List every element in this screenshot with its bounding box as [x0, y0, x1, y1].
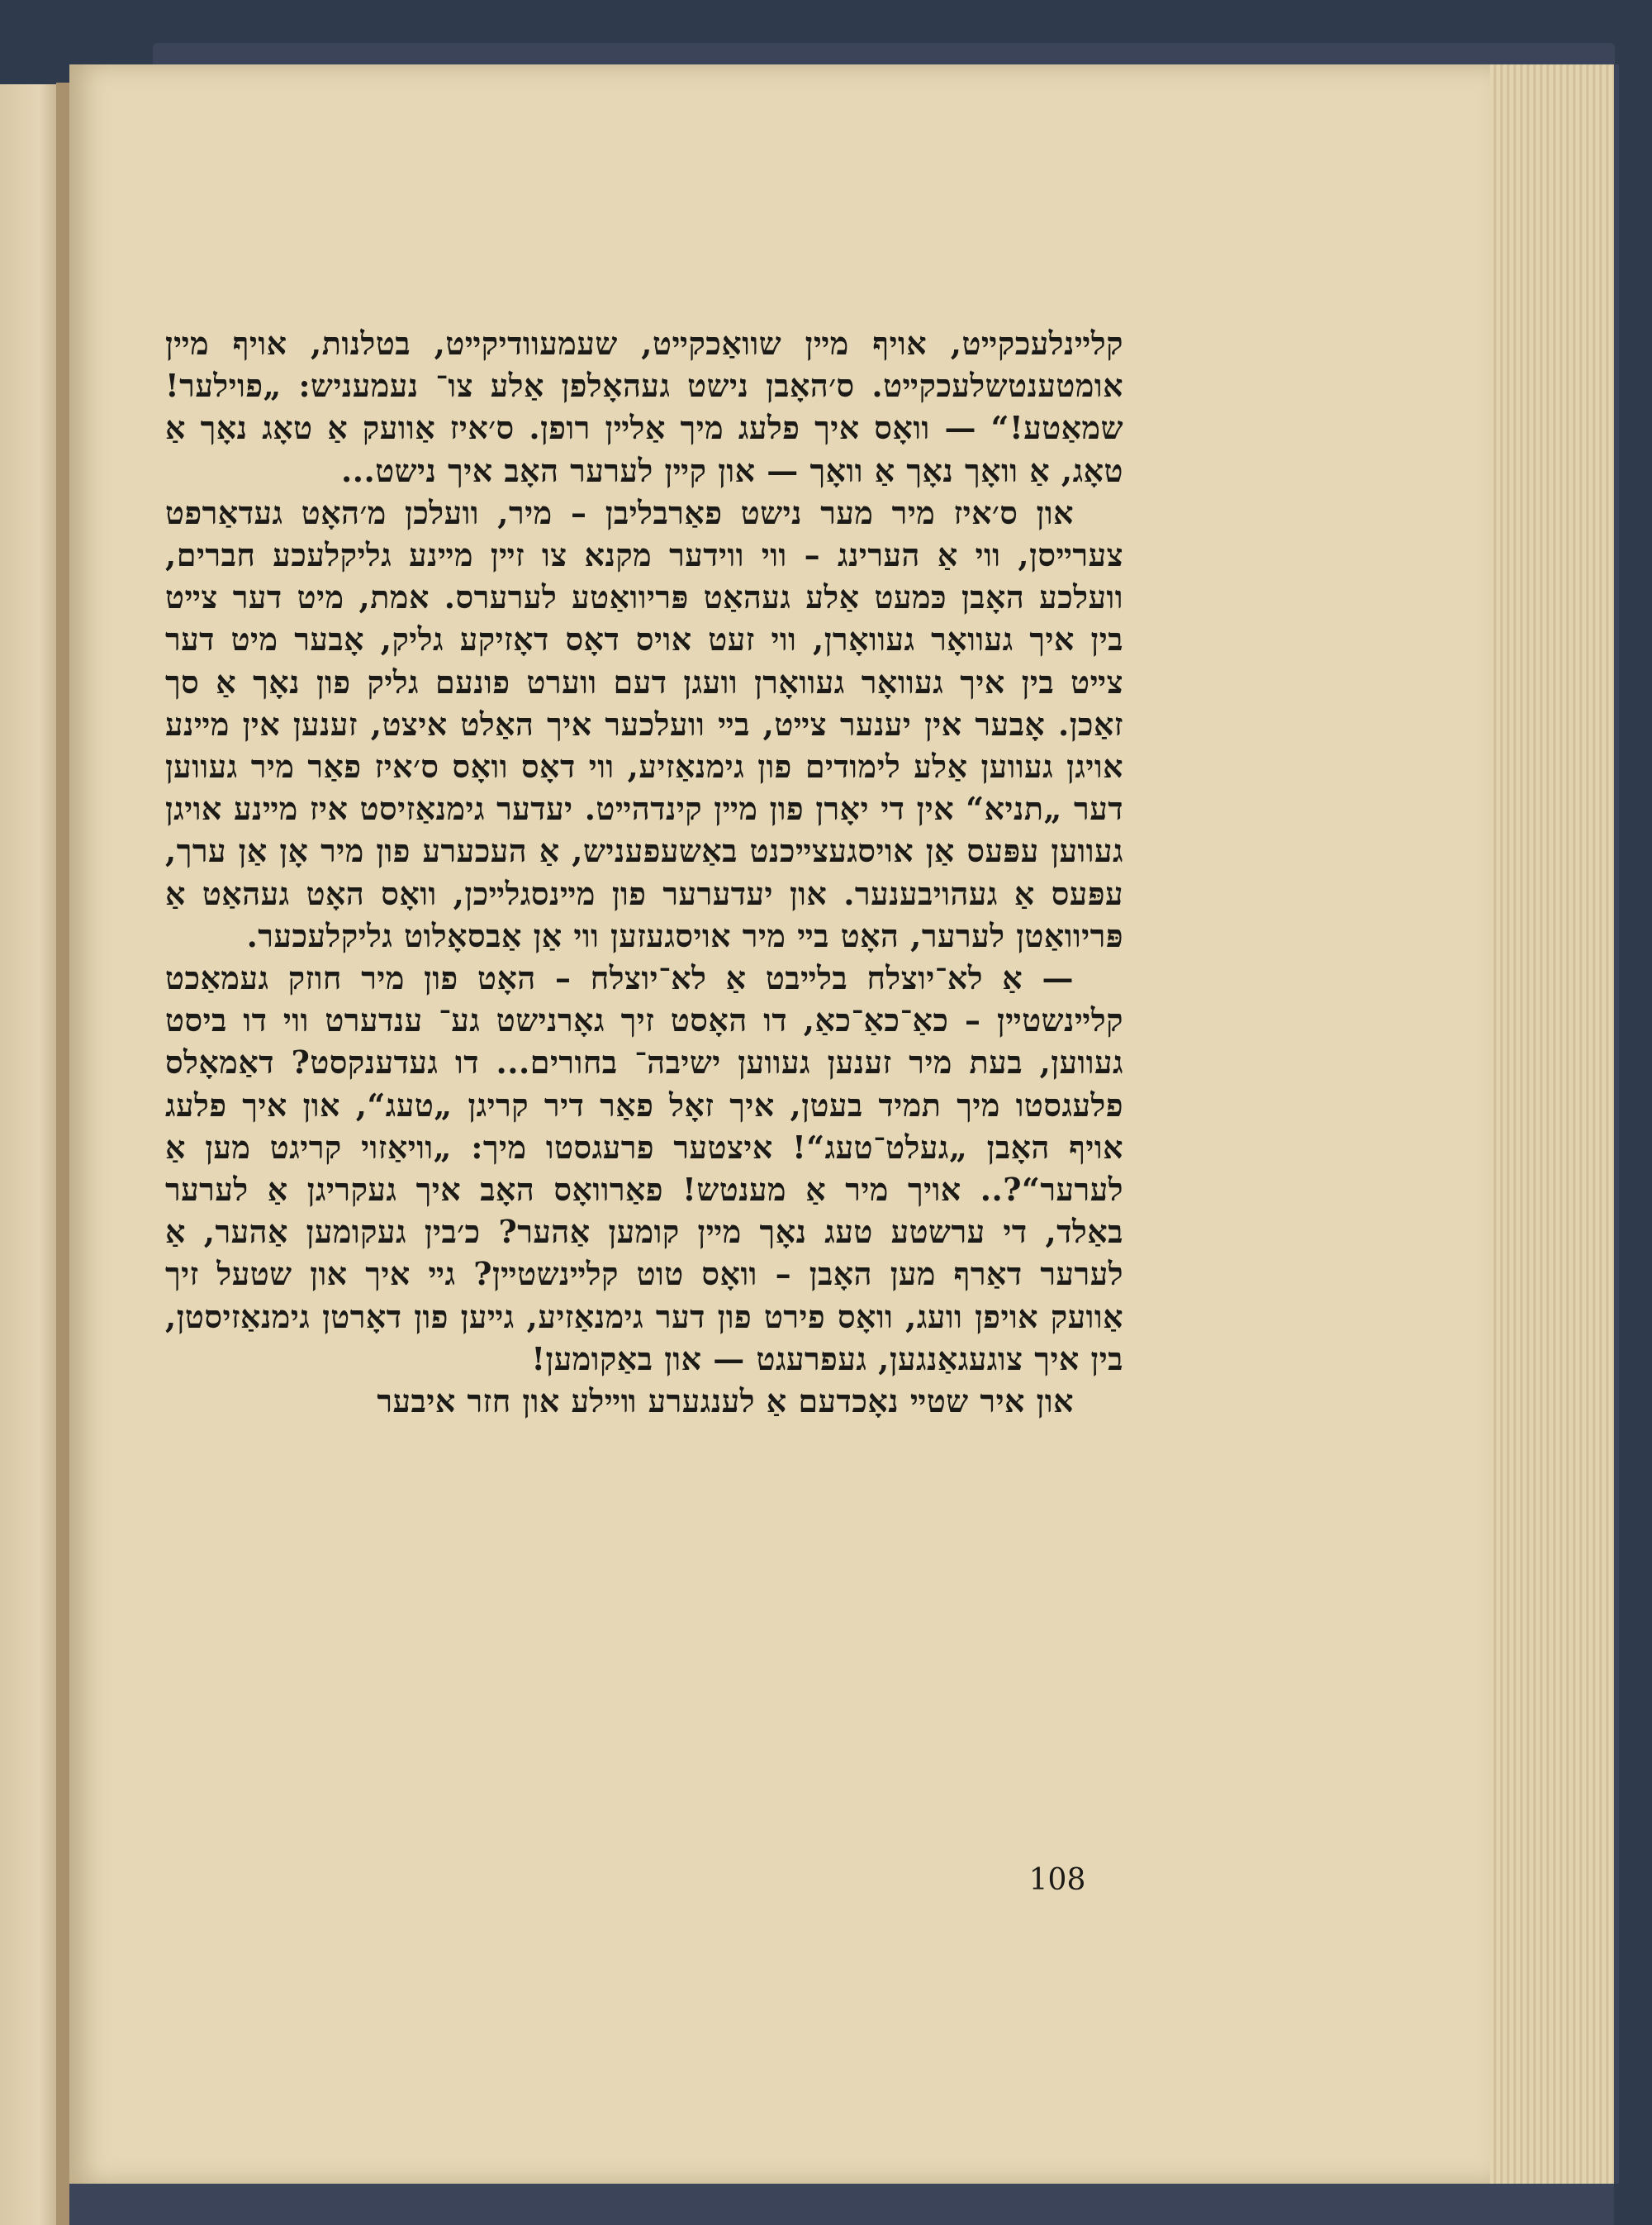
page-number: 108	[1028, 1863, 1086, 1897]
paragraph-4: און איר שטײ נאָכדעם אַ לענגערע װײלע און חזר איבער	[377, 1382, 1074, 1420]
book-cover-bottom-edge	[69, 2184, 1614, 2225]
paragraph-3: — אַ לא־יוצלח בלײבט אַ לא־יוצלח – האָט פון מיר חוזק געמאַכט קלײנשטײן – כאַ־כאַ־כאַ, דו האָסט זיך גאָרנישט גע־ ענדערט ווי דו ביסט געווען, בעת מיר זענען געווען ישיבה־ בחורים... דו געדענקסט? דאַמאָלס פלעגסטו מיך תמיד בעטן, איך זאָל פאַר דיר קריגן „טעג“, און איך פלעג אויף האָבן „געלט־טעג“! איצטער פרעגסטו מיך: „וויאַזוי קריגט מען אַ לערער“?.. אויך מיר אַ מענטש! פאַרוואָס האָב איך געקריגן אַ לערער באַלד, די ערשטע טעג נאָך מײן קומען אַהער? כ׳בין געקומען אַהער, אַ לערער דאַרף מען האָבן – וואָס טוט קלײנשטײן? גײ איך און שטעל זיך אַוועק אויפן וועג, וואָס פירט פון דער גימנאַזיע, גײען פון דאָרטן גימנאַזיסטן, בין איך צוגעגאַנגען, געפרעגט — און באַקומען!	[165, 959, 1123, 1377]
page-stack-edge	[1490, 64, 1619, 2184]
paragraph-1: קלײנלעכקײט, אויף מײן שוואַכקײט, שעמעוודיקײט, בטלנות, אויף מײן אומטענטשלעכקײט. ס׳האָבן נישט געהאָלפן אַלע צו־ נעמעניש: „פוילער! שמאַטע!“ — וואָס איך פלעג מיך אַלײן רופן. ס׳איז אַוועק אַ טאָג נאָך אַ טאָג, אַ וואָך נאָך אַ וואָך — און קײן לערער האָב איך נישט...	[165, 325, 1123, 489]
page-body-text	[165, 322, 1123, 1422]
book-gutter	[56, 83, 69, 2225]
paragraph-2: און ס׳איז מיר מער נישט פאַרבליבן – מיר, וועלכן מ׳האָט געדאַרפט צערײסן, ווי אַ הערינג – ווי ווידער מקנא צו זײן מײנע גליקלעכע חברים, וועלכע האָבן כּמעט אַלע געהאַט פּריוואַטע לערערס. אמת, מיט דער צײט בין איך געוואָר געוואָרן, ווי זעט אויס דאָס דאָזיקע גליק, אָבער מיט דער צײט בין איך געוואָר געוואָרן וועגן דעם ווערט פונעם גליק פון נאָך אַ סך זאַכן. אָבער אין יענער צײט, בײ וועלכער איך האַלט איצט, זענען אין מײנע אויגן געווען אַלע לימודים פון גימנאַזיע, ווי דאָס וואָס ס׳איז פאַר מיר געווען דער „תניא“ אין די יאָרן פון מײן קינדהײט. יעדער גימנאַזיסט איז מײנע אויגן געווען עפּעס אַן אויסגעצײכנט באַשעפעניש, אַ העכערע פון מיר אָן אַן ערך, עפּעס אַ געהויבענער. און יעדערער פון מײנסגלײכן, וואָס האָט געהאַט אַ פּריוואַטן לערער, האָט בײ מיר אויסגעזען ווי אַן אַבסאָלוט גליקלעכער.	[165, 493, 1123, 954]
